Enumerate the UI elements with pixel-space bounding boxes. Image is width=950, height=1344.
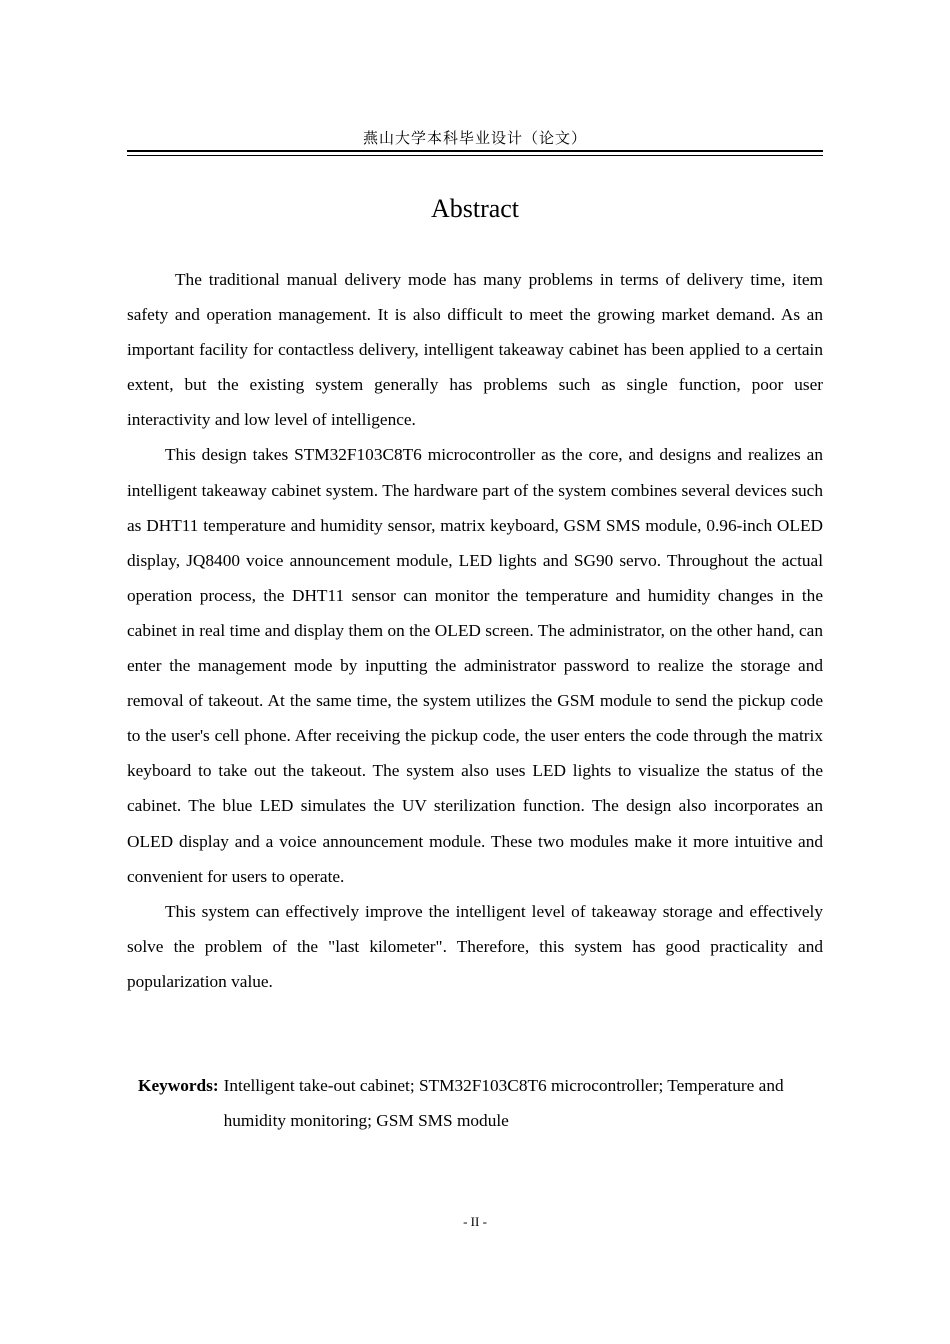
abstract-paragraph-3: This system can effectively improve the intelligent level of takeaway storage and effectively solve the problem of the "last kilometer". Therefore, this system has good practicality and popularization value. xyxy=(127,901,823,991)
abstract-paragraph-2: This design takes STM32F103C8T6 microcontroller as the core, and designs and realizes an intelligent takeaway cabinet system. The hardware part of the system combines several devices such as DHT11 temperature and humidity sensor, matrix keyboard, GSM SMS module, 0.96-inch OLED display, JQ8400 voice announcement module, LED lights and SG90 servo. Throughout the actual operation process, the DHT11 sensor can monitor the temperature and humidity changes in the cabinet in real time and display them on the OLED screen. The administrator, on the other hand, can enter the management mode by inputting the administrator password to realize the storage and removal of takeout. At the same time, the system utilizes the GSM module to send the pickup code to the user's cell phone. After receiving the pickup code, the user enters the code through the matrix keyboard to take out the takeout. The system also uses LED lights to visualize the status of the cabinet. The blue LED simulates the UV sterilization function. The design also incorporates an OLED display and a voice announcement module. These two modules make it more intuitive and convenient for users to operate. xyxy=(127,445,823,886)
keywords-text: Intelligent take-out cabinet; STM32F103C8T6 microcontroller; Temperature and humidity monitoring; GSM SMS module xyxy=(223,1076,784,1130)
running-header: 燕山大学本科毕业设计（论文） xyxy=(362,131,587,147)
abstract-paragraph-1: The traditional manual delivery mode has many problems in terms of delivery time, item safety and operation management. It is also difficult to meet the growing market demand. As an important facility for contactless delivery, intelligent takeaway cabinet has been applied to a certain extent, but the existing system generally has problems such as single function, poor user interactivity and low level of intelligence. xyxy=(127,270,823,430)
header-rule-thick xyxy=(127,150,823,152)
keywords-label: Keywords: xyxy=(138,1076,219,1095)
page-number: - II - xyxy=(463,1214,487,1229)
abstract-title: Abstract xyxy=(430,194,520,223)
keywords-block xyxy=(138,1068,828,1138)
header-rule-thin xyxy=(127,155,823,156)
abstract-body xyxy=(127,262,823,999)
